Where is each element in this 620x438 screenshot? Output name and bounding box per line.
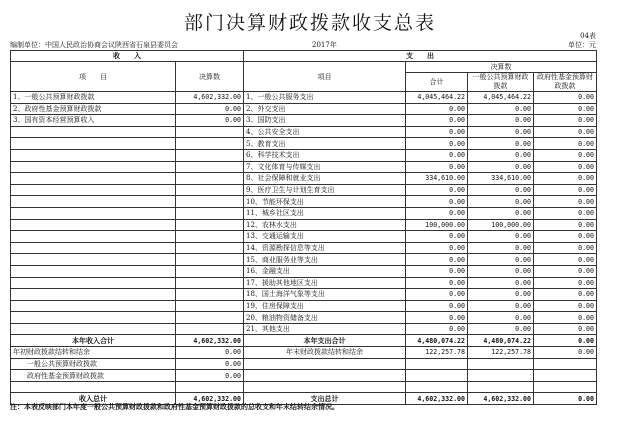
- expense-item: 4、公共安全支出: [244, 126, 406, 138]
- expense-item: 年末财政拨款结转和结余: [244, 347, 406, 359]
- expense-general: 0.00: [468, 207, 534, 219]
- income-item: 年初财政拨款结转和结余: [11, 347, 176, 359]
- table-row: [11, 231, 597, 243]
- total-col-header: 合计: [406, 73, 468, 92]
- income-amount: [176, 207, 244, 219]
- expense-general: 0.00: [468, 312, 534, 324]
- expense-total: 0.00: [406, 126, 468, 138]
- table-row: [11, 300, 597, 312]
- income-amount: 4,602,332.00: [176, 92, 244, 104]
- table-row: [11, 138, 597, 150]
- income-item-header: 项 目: [11, 62, 176, 92]
- expense-item: 10、节能环保支出: [244, 196, 406, 208]
- table-row: [11, 254, 597, 266]
- income-item: [11, 149, 176, 161]
- expense-header: 支 出: [244, 51, 597, 62]
- income-item: [11, 265, 176, 277]
- income-item: [11, 126, 176, 138]
- expense-item: 15、商业服务业等支出: [244, 254, 406, 266]
- expense-total: 0.00: [406, 300, 468, 312]
- expense-total: 0.00: [406, 161, 468, 173]
- expense-general: 4,602,332.00: [468, 393, 534, 405]
- empty-cell: [11, 381, 176, 393]
- income-amount: [176, 138, 244, 150]
- expense-fund: 0.00: [534, 219, 597, 231]
- income-amount: 0.00: [176, 115, 244, 127]
- table-row: [11, 115, 597, 127]
- expense-total: 0.00: [406, 149, 468, 161]
- expense-total: 0.00: [406, 277, 468, 289]
- expense-fund: [534, 370, 597, 382]
- expense-fund: 0.00: [534, 347, 597, 359]
- expense-general: 0.00: [468, 277, 534, 289]
- expense-item: 11、城乡社区支出: [244, 207, 406, 219]
- income-amount: 0.00: [176, 370, 244, 382]
- expense-item: 2、外交支出: [244, 103, 406, 115]
- income-amount: [176, 161, 244, 173]
- income-item: 本年收入合计: [11, 335, 176, 347]
- income-amount: 4,602,332.00: [176, 335, 244, 347]
- expense-total: 0.00: [406, 138, 468, 150]
- expense-general: 0.00: [468, 323, 534, 335]
- expense-item: 14、资源勘探信息等支出: [244, 242, 406, 254]
- expense-total: 0.00: [406, 184, 468, 196]
- expense-fund: 0.00: [534, 393, 597, 405]
- expense-item: 8、社会保障和就业支出: [244, 173, 406, 185]
- expense-general: [468, 370, 534, 382]
- budget-summary-table: [10, 50, 597, 405]
- compiling-unit: 编制单位：中国人民政治协商会议陕西省石泉县委员会: [10, 41, 178, 49]
- income-item: [11, 219, 176, 231]
- footnote: 注：本表反映部门本年度一般公共预算财政拨款和政府性基金预算财政拨款的总收支和年末结转结余情况。: [10, 402, 339, 411]
- income-item: [11, 184, 176, 196]
- expense-general: 0.00: [468, 184, 534, 196]
- expense-total: 0.00: [406, 231, 468, 243]
- table-row: [11, 323, 597, 335]
- report-title: 部门决算财政拨款收支总表: [183, 12, 436, 34]
- income-amount: 0.00: [176, 358, 244, 370]
- expense-fund: 0.00: [534, 289, 597, 301]
- expense-fund: 0.00: [534, 265, 597, 277]
- expense-item: 1、一般公共服务支出: [244, 92, 406, 104]
- expense-fund: [534, 358, 597, 370]
- income-amount: [176, 277, 244, 289]
- table-row: [11, 370, 597, 382]
- expense-item: 9、医疗卫生与计划生育支出: [244, 184, 406, 196]
- expense-total: 0.00: [406, 242, 468, 254]
- expense-item-header: 项目: [244, 62, 406, 92]
- expense-item: 7、文化体育与传媒支出: [244, 161, 406, 173]
- table-row: [11, 219, 597, 231]
- expense-total: 334,610.00: [406, 173, 468, 185]
- expense-general: 0.00: [468, 149, 534, 161]
- empty-cell: [468, 381, 534, 393]
- income-item: 2、政府性基金预算财政拨款: [11, 103, 176, 115]
- income-amount: [176, 242, 244, 254]
- expense-general: 0.00: [468, 300, 534, 312]
- table-row: [11, 335, 597, 347]
- income-item: [11, 138, 176, 150]
- expense-item: 19、住房保障支出: [244, 300, 406, 312]
- expense-total: [406, 370, 468, 382]
- expense-fund: 0.00: [534, 335, 597, 347]
- report-meta: [10, 40, 596, 50]
- expense-total: 0.00: [406, 323, 468, 335]
- expense-general: [468, 358, 534, 370]
- expense-fund: 0.00: [534, 312, 597, 324]
- expense-general: 0.00: [468, 254, 534, 266]
- expense-total: 122,257.78: [406, 347, 468, 359]
- income-item: [11, 242, 176, 254]
- table-row: [11, 289, 597, 301]
- expense-item: 12、农林水支出: [244, 219, 406, 231]
- expense-fund: 0.00: [534, 323, 597, 335]
- expense-total: 0.00: [406, 207, 468, 219]
- expense-fund: 0.00: [534, 173, 597, 185]
- income-amount-header: 决算数: [176, 62, 244, 92]
- expense-fund: 0.00: [534, 103, 597, 115]
- expense-fund: 0.00: [534, 300, 597, 312]
- income-item: 3、国有资本经营预算收入: [11, 115, 176, 127]
- expense-item: 21、其他支出: [244, 323, 406, 335]
- expense-total: 100,000.00: [406, 219, 468, 231]
- expense-item: 17、援助其他地区支出: [244, 277, 406, 289]
- table-row: [11, 196, 597, 208]
- table-row: [11, 184, 597, 196]
- income-amount: 0.00: [176, 347, 244, 359]
- income-amount: [176, 323, 244, 335]
- expense-item: 18、国土海洋气象等支出: [244, 289, 406, 301]
- empty-cell: [244, 381, 406, 393]
- expense-general: 0.00: [468, 138, 534, 150]
- expense-fund: 0.00: [534, 207, 597, 219]
- income-item: [11, 323, 176, 335]
- expense-general: 0.00: [468, 265, 534, 277]
- expense-item: 5、教育支出: [244, 138, 406, 150]
- income-amount: [176, 289, 244, 301]
- expense-item: 本年支出合计: [244, 335, 406, 347]
- expense-fund: 0.00: [534, 254, 597, 266]
- income-amount: [176, 265, 244, 277]
- income-item: 1、一般公共预算财政拨款: [11, 92, 176, 104]
- table-row: [11, 381, 597, 393]
- expense-total: 0.00: [406, 196, 468, 208]
- table-row: [11, 242, 597, 254]
- expense-general: 4,045,464.22: [468, 92, 534, 104]
- table-row: [11, 277, 597, 289]
- expense-item: [244, 370, 406, 382]
- form-number: 04表: [580, 32, 596, 40]
- expense-item: [244, 358, 406, 370]
- expense-general: 0.00: [468, 115, 534, 127]
- table-row: [11, 161, 597, 173]
- expense-total: 0.00: [406, 265, 468, 277]
- general-col-header: 一般公共预算财政拨款: [468, 73, 534, 92]
- expense-item: 6、科学技术支出: [244, 149, 406, 161]
- expense-fund: 0.00: [534, 231, 597, 243]
- income-amount: [176, 196, 244, 208]
- expense-general: 334,610.00: [468, 173, 534, 185]
- expense-item: 3、国防支出: [244, 115, 406, 127]
- income-item: [11, 312, 176, 324]
- table-row: [11, 358, 597, 370]
- expense-general: 0.00: [468, 126, 534, 138]
- expense-fund: 0.00: [534, 161, 597, 173]
- income-amount: [176, 173, 244, 185]
- money-unit: 单位：元: [568, 41, 596, 49]
- expense-fund: 0.00: [534, 277, 597, 289]
- income-amount: [176, 254, 244, 266]
- income-amount: [176, 126, 244, 138]
- expense-item: 支出总计: [244, 393, 406, 405]
- table-row: [11, 149, 597, 161]
- income-item: [11, 277, 176, 289]
- fund-col-header: 政府性基金预算财政拨款: [534, 73, 597, 92]
- income-amount: [176, 149, 244, 161]
- table-row: [11, 103, 597, 115]
- expense-fund: 0.00: [534, 242, 597, 254]
- expense-general: 0.00: [468, 231, 534, 243]
- expense-fund: 0.00: [534, 149, 597, 161]
- expense-item: 16、金融支出: [244, 265, 406, 277]
- income-item: [11, 254, 176, 266]
- table-row: [11, 265, 597, 277]
- expense-total: [406, 358, 468, 370]
- expense-general: 0.00: [468, 103, 534, 115]
- income-item: [11, 289, 176, 301]
- income-amount: [176, 312, 244, 324]
- expense-total: 0.00: [406, 289, 468, 301]
- income-amount: [176, 219, 244, 231]
- expense-general: 100,000.00: [468, 219, 534, 231]
- income-item: [11, 173, 176, 185]
- expense-general: 0.00: [468, 289, 534, 301]
- income-item: [11, 300, 176, 312]
- final-header: 决算数: [406, 62, 597, 73]
- income-item: [11, 231, 176, 243]
- expense-general: 0.00: [468, 161, 534, 173]
- empty-cell: [534, 381, 597, 393]
- expense-general: 122,257.78: [468, 347, 534, 359]
- expense-fund: 0.00: [534, 92, 597, 104]
- empty-cell: [176, 381, 244, 393]
- income-item: [11, 161, 176, 173]
- income-item: 收入总计: [11, 393, 176, 405]
- income-item: 一般公共预算财政拨款: [11, 358, 176, 370]
- income-item: [11, 196, 176, 208]
- expense-total: 0.00: [406, 312, 468, 324]
- expense-total: 0.00: [406, 254, 468, 266]
- expense-item: 20、粮油物资储备支出: [244, 312, 406, 324]
- income-amount: [176, 231, 244, 243]
- table-row: [11, 126, 597, 138]
- expense-fund: 0.00: [534, 115, 597, 127]
- expense-fund: 0.00: [534, 196, 597, 208]
- expense-item: 13、交通运输支出: [244, 231, 406, 243]
- expense-fund: 0.00: [534, 138, 597, 150]
- income-header: 收 入: [11, 51, 244, 62]
- income-amount: [176, 184, 244, 196]
- income-amount: [176, 300, 244, 312]
- expense-total: 4,045,464.22: [406, 92, 468, 104]
- expense-total: 4,602,332.00: [406, 393, 468, 405]
- table-row: [11, 207, 597, 219]
- income-amount: 4,602,332.00: [176, 393, 244, 405]
- income-amount: 0.00: [176, 103, 244, 115]
- expense-fund: 0.00: [534, 126, 597, 138]
- income-item: 政府性基金预算财政拨款: [11, 370, 176, 382]
- expense-general: 0.00: [468, 242, 534, 254]
- expense-total: 0.00: [406, 103, 468, 115]
- expense-fund: 0.00: [534, 184, 597, 196]
- expense-total: 4,480,074.22: [406, 335, 468, 347]
- expense-general: 4,480,074.22: [468, 335, 534, 347]
- table-row: [11, 347, 597, 359]
- report-year: 2017年: [312, 41, 337, 49]
- table-row: [11, 312, 597, 324]
- expense-total: 0.00: [406, 115, 468, 127]
- table-row: [11, 173, 597, 185]
- table-row: [11, 92, 597, 104]
- income-item: [11, 207, 176, 219]
- empty-cell: [406, 381, 468, 393]
- expense-general: 0.00: [468, 196, 534, 208]
